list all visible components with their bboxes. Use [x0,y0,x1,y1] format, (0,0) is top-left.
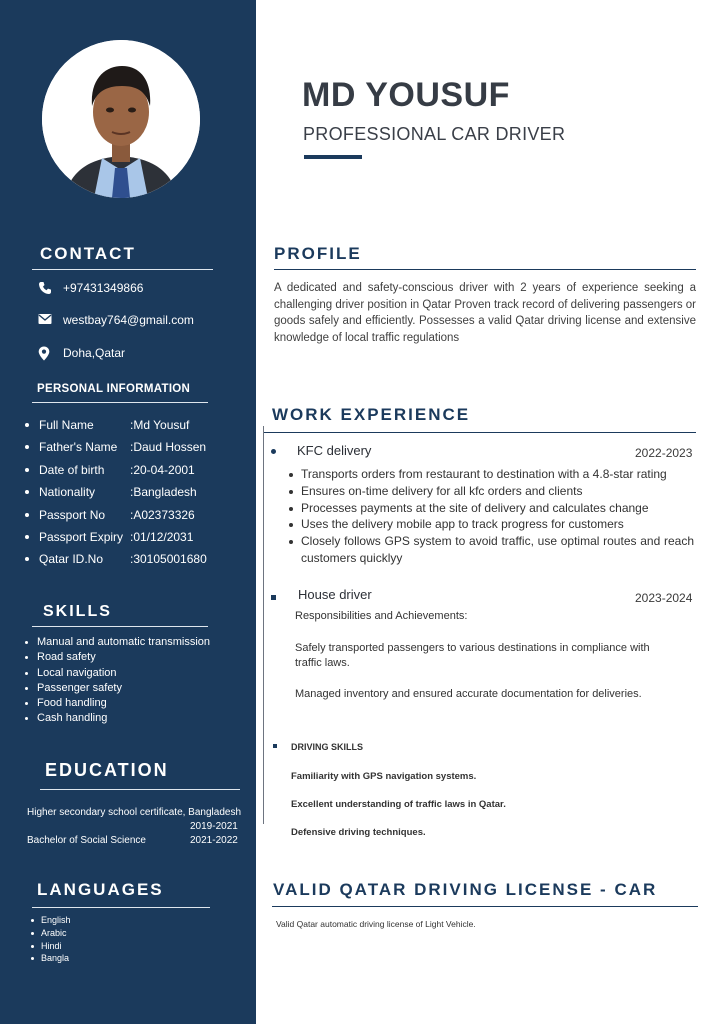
location-pin-icon [38,346,54,360]
info-label: Passport No [39,507,106,522]
job-line: Safely transported passengers to various destinations in compliance with [295,642,650,654]
contact-location [38,346,125,360]
driving-skill-item: Excellent understanding of traffic laws in Qatar. [291,799,506,810]
profile-photo [42,40,200,198]
info-label: Passport Expiry [39,529,124,544]
personal-info-divider [32,402,208,403]
phone-icon [38,281,54,295]
info-value: :01/12/2031 [130,529,194,544]
timeline-dot [271,595,276,600]
job-line: Managed inventory and ensured accurate documentation for deliveries. [295,688,642,700]
info-label: Father's Name [39,440,118,455]
list-item: Local navigation [24,666,210,681]
driving-skills-title: DRIVING SKILLS [291,742,364,752]
languages-divider [32,907,210,908]
list-item [24,528,207,550]
education-name: Higher secondary school certificate, Bangladesh [27,807,242,818]
skills-title: SKILLS [43,603,112,620]
info-value: :Daud Hossen [130,440,207,455]
driving-skill-item: Defensive driving techniques. [291,827,426,838]
profile-divider [274,269,696,270]
education-divider [40,789,240,790]
contact-title: CONTACT [40,244,136,263]
list-item: English [30,914,71,927]
list-item: Road safety [24,650,210,665]
job-title: House driver [298,587,372,602]
info-label: Date of birth [39,462,105,477]
list-item: Bangla [30,952,71,965]
license-text: Valid Qatar automatic driving license of Light Vehicle. [276,919,476,929]
list-item [24,461,207,483]
list-item: Transports orders from restaurant to destination with a 4.8-star rating [288,466,694,483]
info-label: Nationality [39,485,96,500]
list-item [24,550,207,572]
personal-info-list [24,416,207,573]
contact-email[interactable] [38,313,194,327]
info-value: :Bangladesh [130,485,197,500]
languages-title: LANGUAGES [37,880,164,899]
role-underline [304,155,362,159]
driving-skill-item: Familiarity with GPS navigation systems. [291,771,477,782]
info-value: :20-04-2001 [130,462,195,477]
phone-number: +97431349866 [63,281,144,295]
list-item: Passenger safety [24,681,210,696]
education-years: 2021-2022 [190,835,238,846]
list-item: Food handling [24,696,210,711]
skills-list [24,635,210,727]
timeline-dot [271,449,276,454]
list-item: Processes payments at the site of delivery and calculates change [288,500,694,517]
email-address: westbay764@gmail.com [63,313,194,327]
profile-title: PROFILE [274,244,362,263]
job-subheading: Responsibilities and Achievements: [295,610,468,622]
personal-info-title: PERSONAL INFORMATION [37,383,191,395]
info-value: :Md Yousuf [130,418,190,432]
timeline-dot [273,744,277,748]
list-item: Ensures on-time delivery for all kfc orders and clients [288,483,694,500]
license-title: VALID QATAR DRIVING LICENSE - CAR [273,880,658,899]
sidebar [0,0,256,1024]
work-experience-title: WORK EXPERIENCE [272,405,471,424]
contact-divider [32,269,213,270]
location-text: Doha,Qatar [63,346,126,360]
candidate-name: MD YOUSUF [302,76,510,114]
list-item [24,416,207,438]
info-label: Full Name [39,418,94,432]
education-years: 2019-2021 [190,821,238,832]
list-item: Closely follows GPS system to avoid traffic, use optimal routes and reach customers quicklyy [288,533,694,567]
job-line: traffic laws. [295,657,350,669]
list-item: Manual and automatic transmission [24,635,210,650]
license-divider [272,906,698,907]
education-name: Bachelor of Social Science [27,835,146,846]
list-item: Uses the delivery mobile app to track progress for customers [288,516,694,533]
list-item: Arabic [30,927,71,940]
list-item: Cash handling [24,711,210,726]
list-item [24,483,207,505]
info-value: :A02373326 [130,507,195,522]
contact-phone[interactable] [38,281,143,295]
skills-divider [32,626,208,627]
list-item: Hindi [30,940,71,953]
info-value: :30105001680 [130,552,207,567]
job-dates: 2023-2024 [635,591,693,605]
info-label: Qatar ID.No [39,552,104,567]
job-title: KFC delivery [297,443,372,458]
job-bullets [288,466,694,567]
work-experience-divider [264,432,696,433]
languages-list [30,914,71,965]
education-title: EDUCATION [45,760,169,780]
candidate-role: PROFESSIONAL CAR DRIVER [303,124,566,144]
profile-text: A dedicated and safety-conscious driver with 2 years of experience seeking a challenging driver position in Qatar Proven track record of delivering passengers or goods safely and efficiently. Possesses a valid Qatar driving license and extensive knowledge of local traffic regulations [274,282,696,344]
job-dates: 2022-2023 [635,446,693,460]
list-item [24,506,207,528]
list-item [24,438,207,460]
timeline-line [263,426,264,824]
email-icon [38,313,54,327]
